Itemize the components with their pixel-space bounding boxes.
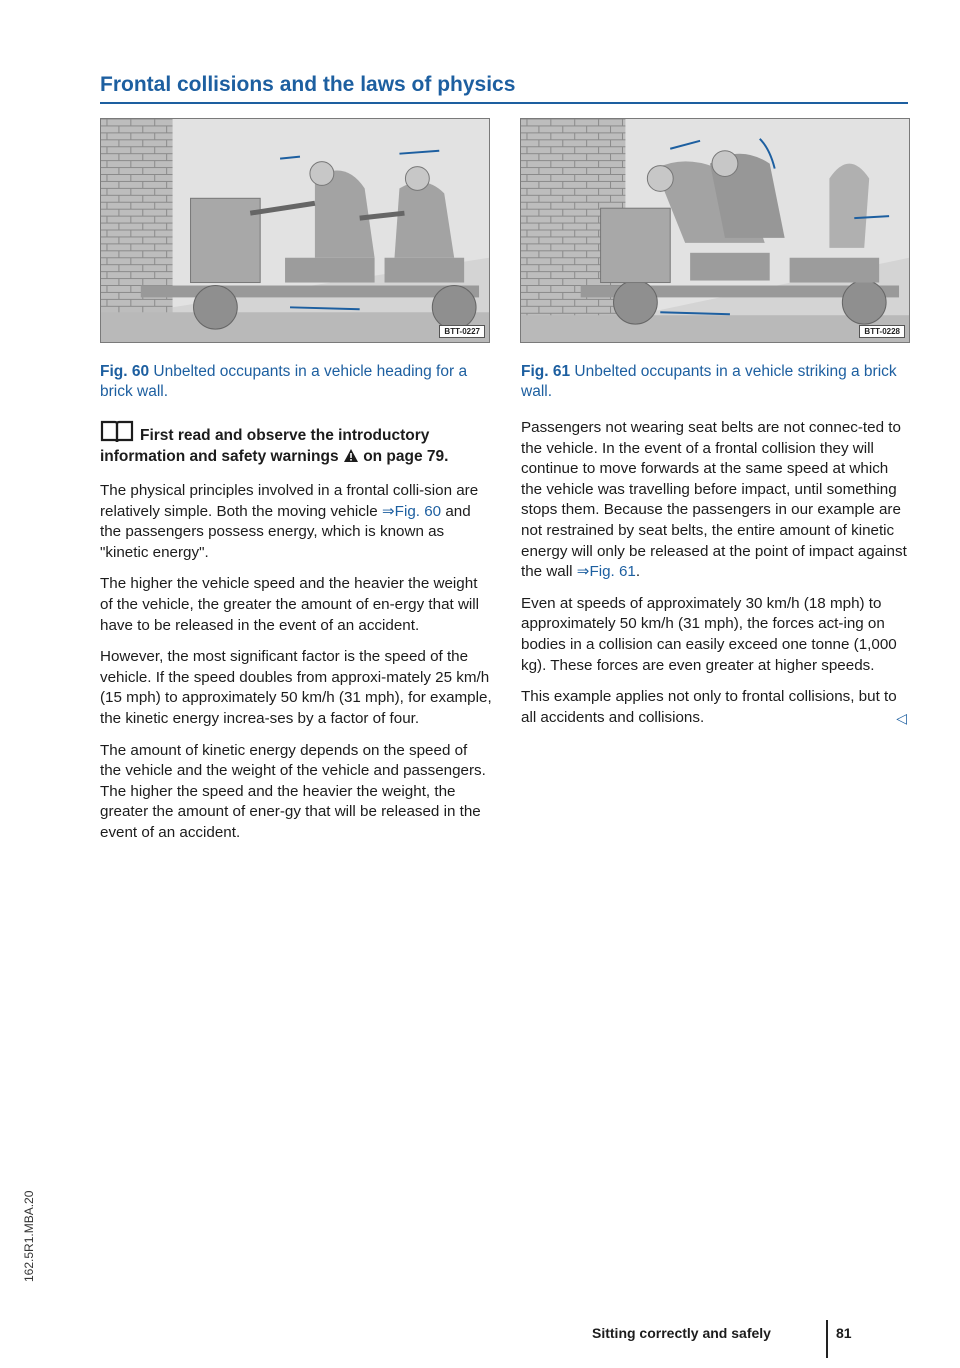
figure-61-code: BTT-0228 bbox=[859, 325, 905, 338]
fig-61-link[interactable]: ⇒Fig. 61 bbox=[576, 563, 636, 581]
intro-notice: First read and observe the introductory information and safety warnings on page 79. bbox=[100, 418, 492, 467]
figure-61-illustration bbox=[520, 118, 910, 343]
title-rule bbox=[100, 102, 908, 104]
left-paragraph-2: The higher the vehicle speed and the heavier the weight of the vehicle, the greater the amount of en-ergy that will have to be released in the event of an accident. bbox=[100, 575, 480, 634]
figure-61-caption: Fig. 61 Unbelted occupants in a vehicle striking a brick wall. bbox=[521, 363, 897, 400]
left-paragraph-4: The amount of kinetic energy depends on the speed of the vehicle and the weight of the vehicle and passengers. The higher the speed and the heavier the weight, the greater the amount of ener-gy that will be released in the event of an accident. bbox=[100, 741, 486, 841]
fig-60-link[interactable]: ⇒Fig. 60 bbox=[381, 502, 442, 520]
right-paragraph-3: This example applies not only to frontal collisions, but to all accidents and collisions. ◁ bbox=[521, 687, 913, 728]
right-paragraph-2: Even at speeds of approximately 30 km/h (18 mph) to approximately 50 km/h (31 mph), the forces act-ing on bodies in a collision can easily exceed one tonne (1,000 kg). These forces are even greater at higher speeds. bbox=[521, 594, 897, 674]
footer-divider bbox=[826, 1320, 828, 1358]
right-paragraph-1: Passengers not wearing seat belts are not connec-ted to the vehicle. In the event of a frontal collision they will continue to move forwards at the same speed at which the vehicle was travelling before impact, until something stops them. Because the passengers in our example are not restrained by seat belts, the entire amount of kinetic energy will only be released at the point of impact against the wall ⇒Fig. 61. bbox=[521, 419, 907, 581]
book-icon bbox=[100, 418, 134, 444]
figure-60-caption: Fig. 60 Unbelted occupants in a vehicle heading for a brick wall. bbox=[100, 363, 468, 400]
figure-60-code: BTT-0227 bbox=[439, 325, 485, 338]
left-column bbox=[100, 418, 492, 855]
footer-section-title: Sitting correctly and safely bbox=[592, 1325, 771, 1341]
document-code: 162.5R1.MBA.20 bbox=[22, 1190, 36, 1282]
page-number: 81 bbox=[836, 1325, 852, 1341]
warning-triangle-icon bbox=[343, 448, 359, 463]
end-of-section-icon: ◁ bbox=[896, 709, 907, 726]
left-paragraph-3: However, the most significant factor is the speed of the vehicle. If the speed doubles from approxi-mately 25 km/h (15 mph) to approximately 50 km/h (31 mph), for example, the kinetic energy increa-ses by a factor of four. bbox=[100, 648, 492, 727]
figure-60-illustration bbox=[100, 118, 490, 343]
right-column bbox=[521, 418, 913, 739]
left-paragraph-1: The physical principles involved in a frontal colli-sion are relatively simple. Both the moving vehicle ⇒Fig. 60 and the passengers possess energy, which is known as "kinetic energy". bbox=[100, 482, 479, 561]
page-title: Frontal collisions and the laws of physics bbox=[100, 73, 516, 96]
